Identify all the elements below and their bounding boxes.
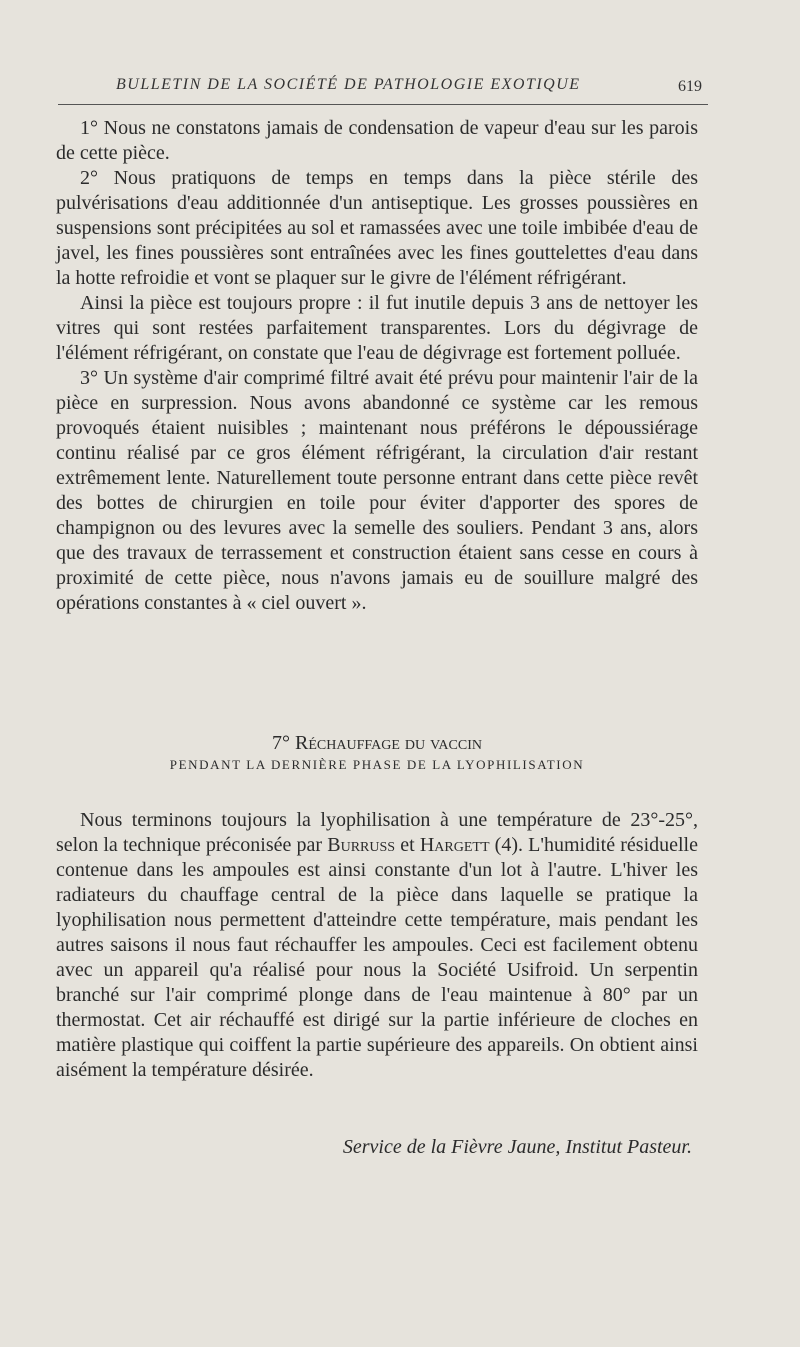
section-title: Réchauffage du vaccin [295, 732, 482, 754]
page-number: 619 [678, 78, 702, 95]
journal-title: BULLETIN DE LA SOCIÉTÉ DE PATHOLOGIE EXOTIQUE [116, 76, 581, 93]
running-header [58, 72, 708, 105]
signature-line: Service de la Fièvre Jaune, Institut Pasteur. [342, 1136, 692, 1158]
paragraph-piece-propre: Ainsi la pièce est toujours propre : il fut inutile depuis 3 ans de nettoyer les vitres qui sont restées parfaitement transparentes. Lors du dégivrage de l'élément réfrigérant, on constate que l'eau de dégivrage est fortement polluée. [56, 292, 698, 364]
body-text-bottom [56, 808, 698, 1083]
paragraph-text-part3: (4). L'humidité résiduelle contenue dans les ampoules est ainsi constante d'un lot à l'autre. L'hiver les radiateurs du chauffage central de la pièce dans laquelle se pratique la lyophilisation nous permettent d'atteindre cette température, mais pendant les autres saisons il nous faut réchauffer les ampoules. Ceci est facilement obtenu avec un appareil qu'a réalisé pour nous la Société Usifroid. Un serpentin branché sur l'air comprimé plonge dans de l'eau maintenue à 80° par un thermostat. Cet air réchauffé est dirigé sur la partie inférieure de cloches en matière plastique qui coiffent la partie supérieure des appareils. On obtient ainsi aisément la température désirée. [56, 834, 698, 1081]
author-burruss: Burruss [327, 834, 396, 856]
paragraph-condensation: 1° Nous ne constatons jamais de condensation de vapeur d'eau sur les parois de cette pièce. [56, 117, 698, 164]
paragraph-text-part2: et [395, 834, 420, 856]
paragraph-rechauffage [56, 808, 698, 1083]
author-hargett: Hargett [419, 834, 490, 856]
section-number: 7° [272, 732, 291, 754]
paragraph-pulverisations: 2° Nous pratiquons de temps en temps dans la pièce stérile des pulvérisations d'eau additionnée d'un antiseptique. Les grosses poussières en suspensions sont précipitées au sol et ramassées avec une toile imbibée d'eau de javel, les fines poussières sont entraînées avec les fines gouttelettes d'eau dans la hotte refroidie et vont se plaquer sur le givre de l'élément réfrigérant. [56, 167, 698, 289]
section-heading [56, 732, 698, 773]
paragraph-air-comprime: 3° Un système d'air comprimé filtré avait été prévu pour maintenir l'air de la pièce en surpression. Nous avons abandonné ce système car les remous provoqués étaient nuisibles ; maintenant nous préférons le dépoussiérage continu réalisé par ce gros élément réfrigérant, la circulation d'air restant extrêmement lente. Naturellement toute personne entrant dans cette pièce revêt des bottes de chirurgien en toile pour éviter d'apporter des spores de champignon ou des levures avec la semelle des souliers. Pendant 3 ans, alors que des travaux de terrassement et construction étaient sans cesse en cours à proximité de cette pièce, nous n'avons jamais eu de souillure malgré des opérations constantes à « ciel ouvert ». [56, 367, 698, 614]
paragraph-text-part1: Nous terminons toujours la lyophilisation à une température de 23°-25°, selon la technique préconisée par [56, 809, 698, 856]
section-subtitle: PENDANT LA DERNIÈRE PHASE DE LA LYOPHILISATION [169, 757, 585, 772]
body-text-top [56, 116, 698, 616]
